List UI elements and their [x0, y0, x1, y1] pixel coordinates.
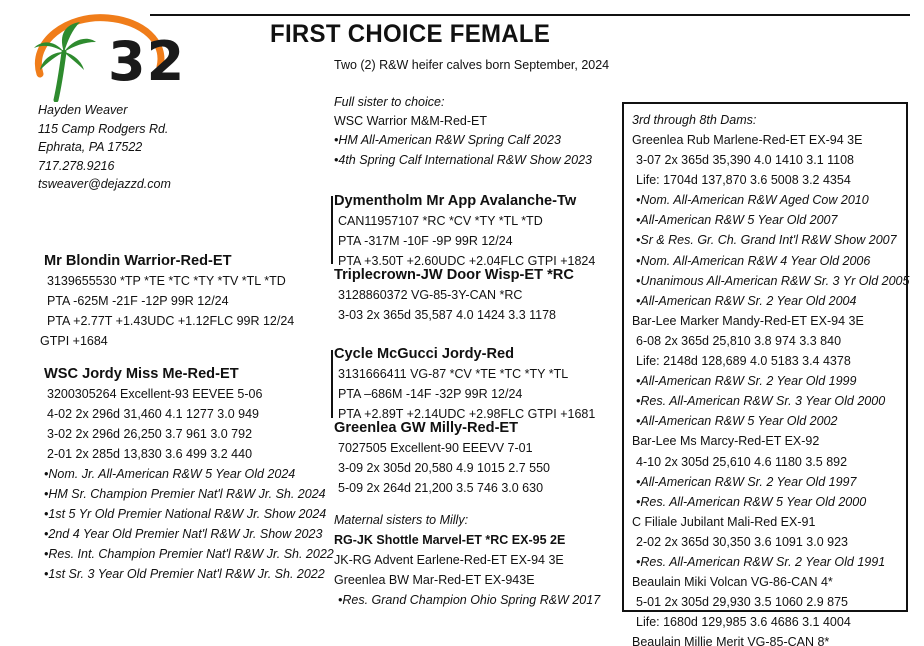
sire-name: Mr Blondin Warrior-Red-ET: [44, 253, 232, 269]
dam-dam-block: [334, 418, 550, 498]
dam-entry-name: Bar-Lee Marker Mandy-Red-ET EX-94 3E: [632, 313, 864, 328]
dams-box-content: [632, 110, 909, 646]
contact-block: [38, 101, 171, 194]
sire-sire-line: CAN11957107 *RC *CV *TY *TL *TD: [338, 214, 543, 228]
sire-dam-block: [334, 265, 574, 325]
dam-entry-honor: •All-American R&W Sr. 2 Year Old 1997: [636, 474, 857, 489]
dam-entry-honor: •All-American R&W Sr. 2 Year Old 2004: [636, 293, 857, 308]
sire-dam-name: Triplecrown-JW Door Wisp-ET *RC: [334, 267, 574, 283]
dams-box: [622, 102, 910, 646]
dam-entry-honor: •Nom. All-American R&W 4 Year Old 2006: [636, 253, 871, 268]
page-subtitle: Two (2) R&W heifer calves born September, 2024: [334, 58, 610, 72]
contact-name: Hayden Weaver: [38, 103, 128, 117]
dam-entry-name: Beaulain Miki Volcan VG-86-CAN 4*: [632, 575, 833, 590]
dam-entry-honor: •Res. All-American R&W 5 Year Old 2000: [636, 494, 867, 509]
sire-line: 3139655530 *TP *TE *TC *TY *TV *TL *TD: [47, 274, 286, 288]
dam-bracket: [331, 350, 333, 418]
maternal-sisters-heading: Maternal sisters to Milly:: [334, 513, 469, 527]
dam-entry-record: Life: 1680d 129,985 3.6 4686 3.1 4004: [636, 615, 851, 630]
dam-sire-name: Cycle McGucci Jordy-Red: [334, 346, 515, 362]
maternal-sister-item: Greenlea BW Mar-Red-ET EX-943E: [334, 573, 535, 587]
dam-dam-line: 3-09 2x 305d 20,580 4.9 1015 2.7 550: [338, 461, 550, 475]
dam-entry-honor: •Nom. All-American R&W Aged Cow 2010: [636, 193, 869, 208]
sire-block: [40, 251, 295, 351]
logo: [28, 12, 186, 102]
dam-dam-name: Greenlea GW Milly-Red-ET: [334, 420, 519, 436]
page-title: FIRST CHOICE FEMALE: [270, 20, 551, 48]
sire-line: PTA -625M -21F -12P 99R 12/24: [47, 294, 229, 308]
contact-city: Ephrata, PA 17522: [38, 140, 143, 154]
dam-dam-line: 5-09 2x 264d 21,200 3.5 746 3.0 630: [338, 481, 544, 495]
dam-entry-honor: •Sr & Res. Gr. Ch. Grand Int'l R&W Show 2007: [636, 233, 897, 248]
maternal-sister-item: JK-RG Advent Earlene-Red-ET EX-94 3E: [334, 553, 564, 567]
maternal-sister-item: RG-JK Shottle Marvel-ET *RC EX-95 2E: [334, 533, 566, 547]
full-sister-honor: •HM All-American R&W Spring Calf 2023: [334, 133, 561, 147]
header-rule: [150, 14, 910, 16]
dam-entry-record: 2-02 2x 365d 30,350 3.6 1091 3.0 923: [636, 534, 848, 549]
dam-sire-line: PTA +2.89T +2.14UDC +2.98FLC GTPI +1681: [338, 407, 596, 421]
dam-entry-honor: •All-American R&W Sr. 2 Year Old 1999: [636, 374, 857, 389]
dam-name: WSC Jordy Miss Me-Red-ET: [44, 366, 239, 382]
full-sister-block: [334, 92, 592, 170]
dam-sire-line: PTA –686M -14F -32P 99R 12/24: [338, 387, 523, 401]
dam-entry-honor: •All-American R&W 5 Year Old 2007: [636, 213, 838, 228]
dam-entry-name: C Filiale Jubilant Mali-Red EX-91: [632, 514, 816, 529]
full-sister-name: WSC Warrior M&M-Red-ET: [334, 114, 488, 128]
sire-bracket: [331, 196, 333, 264]
dam-honor: •1st Sr. 3 Year Old Premier Nat'l R&W Jr. Sh. 2022: [44, 567, 325, 581]
dam-block: [44, 364, 334, 584]
sire-line: PTA +2.77T +1.43UDC +1.12FLC 99R 12/24: [47, 314, 295, 328]
dam-line: 3200305264 Excellent-93 EEVEE 5-06: [47, 387, 263, 401]
dam-honor: •HM Sr. Champion Premier Nat'l R&W Jr. Sh. 2024: [44, 487, 326, 501]
sire-sire-line: PTA +3.50T +2.60UDC +2.04FLC GTPI +1824: [338, 254, 596, 268]
dam-sire-block: [334, 344, 595, 424]
dam-entry-record: Life: 2148d 128,689 4.0 5183 3.4 4378: [636, 354, 851, 369]
dam-entry-record: 6-08 2x 365d 25,810 3.8 974 3.3 840: [636, 333, 842, 348]
contact-email: tsweaver@dejazzd.com: [38, 177, 171, 191]
dam-honor: •2nd 4 Year Old Premier Nat'l R&W Jr. Show 2023: [44, 527, 323, 541]
dam-dam-line: 7027505 Excellent-90 EEEVV 7-01: [338, 441, 533, 455]
dam-honor: •Res. Int. Champion Premier Nat'l R&W Jr. Sh. 2022: [44, 547, 334, 561]
dam-entry-name: Beaulain Millie Merit VG-85-CAN 8*: [632, 635, 830, 646]
contact-street: 115 Camp Rodgers Rd.: [38, 121, 169, 136]
dam-entry-record: 4-10 2x 305d 25,610 4.6 1180 3.5 892: [636, 454, 848, 469]
dam-entry-honor: •All-American R&W 5 Year Old 2002: [636, 414, 838, 429]
dam-entry-honor: •Res. All-American R&W Sr. 3 Year Old 2000: [636, 394, 886, 409]
contact-phone: 717.278.9216: [38, 158, 115, 173]
sire-dam-line: 3-03 2x 365d 35,587 4.0 1424 3.3 1178: [338, 308, 557, 322]
dams-box-heading: 3rd through 8th Dams:: [632, 113, 757, 127]
dam-entry-record: 3-07 2x 365d 35,390 4.0 1410 3.1 1108: [636, 153, 855, 168]
full-sister-heading: Full sister to choice:: [334, 95, 445, 109]
sire-line: GTPI +1684: [40, 334, 108, 348]
sire-sire-block: [334, 191, 595, 271]
maternal-sisters-block: [334, 510, 600, 610]
dam-sire-line: 3131666411 VG-87 *CV *TE *TC *TY *TL: [338, 367, 569, 381]
maternal-sister-honor: •Res. Grand Champion Ohio Spring R&W 2017: [338, 593, 601, 607]
sire-sire-line: PTA -317M -10F -9P 99R 12/24: [338, 234, 513, 248]
sire-sire-name: Dymentholm Mr App Avalanche-Tw: [334, 193, 577, 209]
dam-entry-name: Greenlea Rub Marlene-Red-ET EX-94 3E: [632, 133, 863, 147]
dam-line: 2-01 2x 285d 13,830 3.6 499 3.2 440: [47, 447, 253, 461]
dam-line: 3-02 2x 296d 26,250 3.7 961 3.0 792: [47, 427, 253, 441]
sire-dam-line: 3128860372 VG-85-3Y-CAN *RC: [338, 288, 523, 302]
dam-entry-honor: •Unanimous All-American R&W Sr. 3 Yr Old 2005: [636, 273, 910, 288]
dam-line: 4-02 2x 296d 31,460 4.1 1277 3.0 949: [47, 407, 259, 421]
dam-honor: •Nom. Jr. All-American R&W 5 Year Old 2024: [44, 467, 296, 481]
full-sister-honor: •4th Spring Calf International R&W Show 2023: [334, 153, 592, 167]
logo-number: 32: [108, 30, 186, 93]
dam-entry-honor: •Res. All-American R&W Sr. 2 Year Old 1991: [636, 554, 886, 569]
dam-entry-record: 5-01 2x 305d 29,930 3.5 1060 2.9 875: [636, 595, 848, 610]
dam-entry-name: Bar-Lee Ms Marcy-Red-ET EX-92: [632, 434, 820, 449]
dam-honor: •1st 5 Yr Old Premier National R&W Jr. Show 2024: [44, 507, 327, 521]
dam-entry-record: Life: 1704d 137,870 3.6 5008 3.2 4354: [636, 173, 851, 188]
